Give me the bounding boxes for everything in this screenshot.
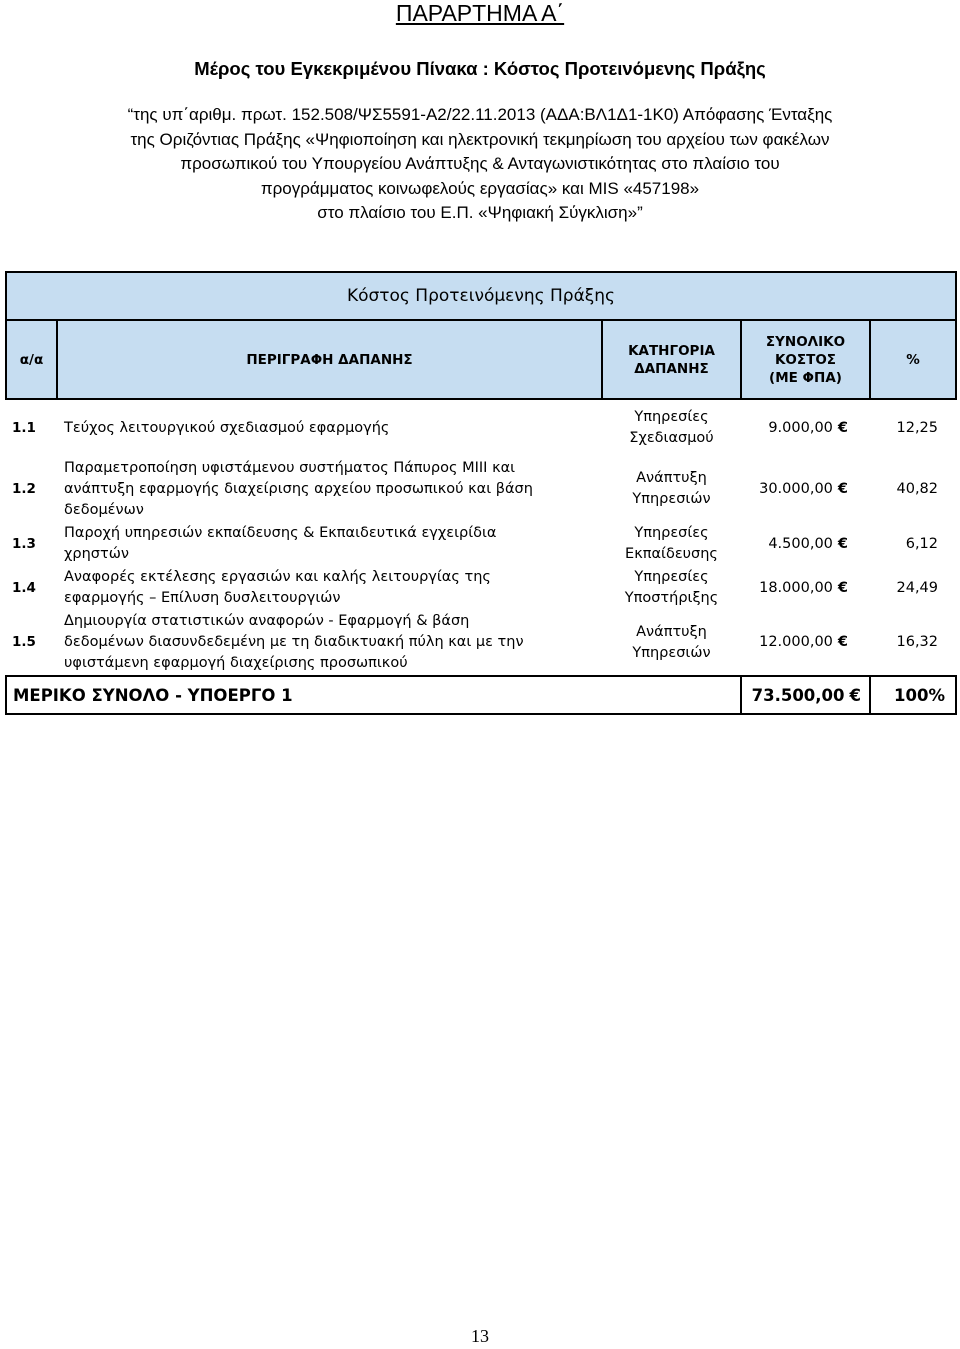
row-description	[57, 522, 602, 566]
subtotal-cost-value: 73.500,00	[751, 685, 845, 705]
subtotal-label: ΜΕΡΙΚΟ ΣΥΝΟΛΟ - ΥΠΟΕΡΓΟ 1	[6, 676, 741, 714]
intro-line: της Οριζόντιας Πράξης «Ψηφιοποίηση και ηλεκτρονική τεκμηρίωση του αρχείου των φακέλων	[130, 129, 830, 149]
page-number: 13	[471, 1326, 489, 1346]
table-banner-row	[6, 272, 956, 320]
table-row	[6, 456, 956, 522]
row-description	[57, 399, 602, 456]
category-line: Υπηρεσιών	[632, 491, 711, 507]
header-line: ΚΑΤΗΓΟΡΙΑ	[628, 342, 715, 359]
row-category	[602, 456, 741, 522]
description-line: χρηστών	[64, 546, 129, 562]
column-header-percent: %	[870, 320, 956, 399]
row-number: 1.1	[12, 419, 36, 436]
table-row	[6, 399, 956, 456]
euro-symbol: €	[837, 480, 848, 497]
row-percent: 40,82	[896, 480, 939, 497]
euro-symbol: €	[849, 685, 861, 705]
row-category	[602, 610, 741, 676]
cost-value: 4.500,00	[768, 535, 833, 552]
decision-reference-text	[80, 103, 880, 226]
intro-line: στο πλαίσιο του Ε.Π. «Ψηφιακή Σύγκλιση»”	[317, 203, 643, 222]
row-number: 1.4	[12, 579, 36, 596]
row-cost	[741, 522, 870, 566]
description-line: Παραμετροποίηση υφιστάμενου συστήματος Πάπυρος MIII και	[64, 459, 516, 476]
cost-value: 9.000,00	[768, 419, 833, 436]
table-header-row	[6, 320, 956, 399]
table-row	[6, 566, 956, 610]
row-description	[57, 610, 602, 676]
euro-symbol: €	[837, 579, 848, 596]
column-header-description: ΠΕΡΙΓΡΑΦΗ ΔΑΠΑΝΗΣ	[57, 320, 602, 399]
description-line: ανάπτυξη εφαρμογής διαχείρισης αρχείου προσωπικού και βάση	[64, 480, 533, 497]
row-cost	[741, 610, 870, 676]
table-row	[6, 610, 956, 676]
row-number: 1.3	[12, 535, 36, 552]
row-category	[602, 566, 741, 610]
header-line: ΚΟΣΤΟΣ	[774, 351, 837, 368]
table-row	[6, 522, 956, 566]
description-line: Τεύχος λειτουργικού σχεδιασμού εφαρμογής	[64, 419, 390, 436]
cost-value: 12.000,00	[759, 634, 833, 650]
row-cost	[741, 399, 870, 456]
description-line: δεδομένων	[64, 501, 144, 518]
euro-symbol: €	[837, 419, 848, 436]
euro-symbol: €	[837, 535, 848, 552]
cost-table	[5, 271, 957, 715]
row-percent: 6,12	[905, 535, 939, 552]
intro-line: προσωπικού του Υπουργείου Ανάπτυξης & Ανταγωνιστικότητας στο πλαίσιο του	[180, 154, 780, 173]
document-subtitle: Μέρος του Εγκεκριμένου Πίνακα : Κόστος Προτεινόμενης Πράξης	[194, 58, 766, 79]
category-line: Υπηρεσίες	[634, 569, 709, 585]
intro-line: “της υπ΄αριθμ. πρωτ. 152.508/ΨΣ5591-Α2/22.11.2013 (ΑΔΑ:ΒΛ1Δ1-1Κ0) Απόφασης Ένταξης	[127, 105, 833, 124]
category-line: Σχεδιασμού	[629, 430, 714, 446]
subtotal-percent: 100%	[870, 676, 956, 714]
description-line: δεδομένων διασυνδεδεμένη με τη διαδικτυακή πύλη και με την	[64, 634, 524, 650]
cost-value: 30.000,00	[759, 480, 833, 497]
euro-symbol: €	[837, 634, 848, 650]
description-line: Παροχή υπηρεσιών εκπαίδευσης & Εκπαιδευτικά εγχειρίδια	[64, 525, 497, 541]
header-line: ΣΥΝΟΛΙΚΟ	[765, 333, 846, 350]
row-number: 1.5	[12, 634, 36, 650]
description-line: Αναφορές εκτέλεσης εργασιών και καλής λειτουργίας της	[64, 569, 491, 585]
row-cost	[741, 456, 870, 522]
row-percent: 24,49	[896, 579, 939, 596]
column-header-aa: α/α	[6, 320, 57, 399]
cost-value: 18.000,00	[759, 579, 833, 596]
category-line: Υπηρεσίες	[634, 525, 709, 541]
row-percent: 16,32	[896, 634, 939, 650]
row-category	[602, 399, 741, 456]
subtotal-row	[6, 676, 956, 714]
row-number: 1.2	[12, 480, 36, 497]
appendix-title: ΠΑΡΑΡΤΗΜΑ Α΄	[395, 0, 565, 26]
category-line: Ανάπτυξη	[636, 623, 707, 640]
category-line: Ανάπτυξη	[636, 470, 707, 486]
description-line: Δημιουργία στατιστικών αναφορών - Εφαρμογή & βάση	[64, 613, 470, 629]
category-line: Υπηρεσίες	[634, 409, 709, 425]
column-header-cost	[741, 320, 870, 399]
row-cost	[741, 566, 870, 610]
row-percent: 12,25	[896, 419, 939, 436]
column-header-category	[602, 320, 741, 399]
category-line: Υπηρεσιών	[632, 644, 711, 661]
table-banner: Κόστος Προτεινόμενης Πράξης	[6, 272, 956, 320]
intro-line: προγράμματος κοινωφελούς εργασίας» και MIS «457198»	[260, 178, 700, 198]
description-line: εφαρμογής – Επίλυση δυσλειτουργιών	[64, 590, 341, 606]
header-line: ΔΑΠΑΝΗΣ	[634, 360, 709, 377]
row-description	[57, 456, 602, 522]
row-category	[602, 522, 741, 566]
row-description	[57, 566, 602, 610]
header-line: (ΜΕ ΦΠΑ)	[769, 369, 842, 386]
subtotal-cost	[741, 676, 870, 714]
category-line: Εκπαίδευσης	[625, 546, 718, 562]
category-line: Υποστήριξης	[624, 590, 719, 606]
description-line: υφιστάμενη εφαρμογή διαχείρισης προσωπικού	[64, 655, 408, 671]
